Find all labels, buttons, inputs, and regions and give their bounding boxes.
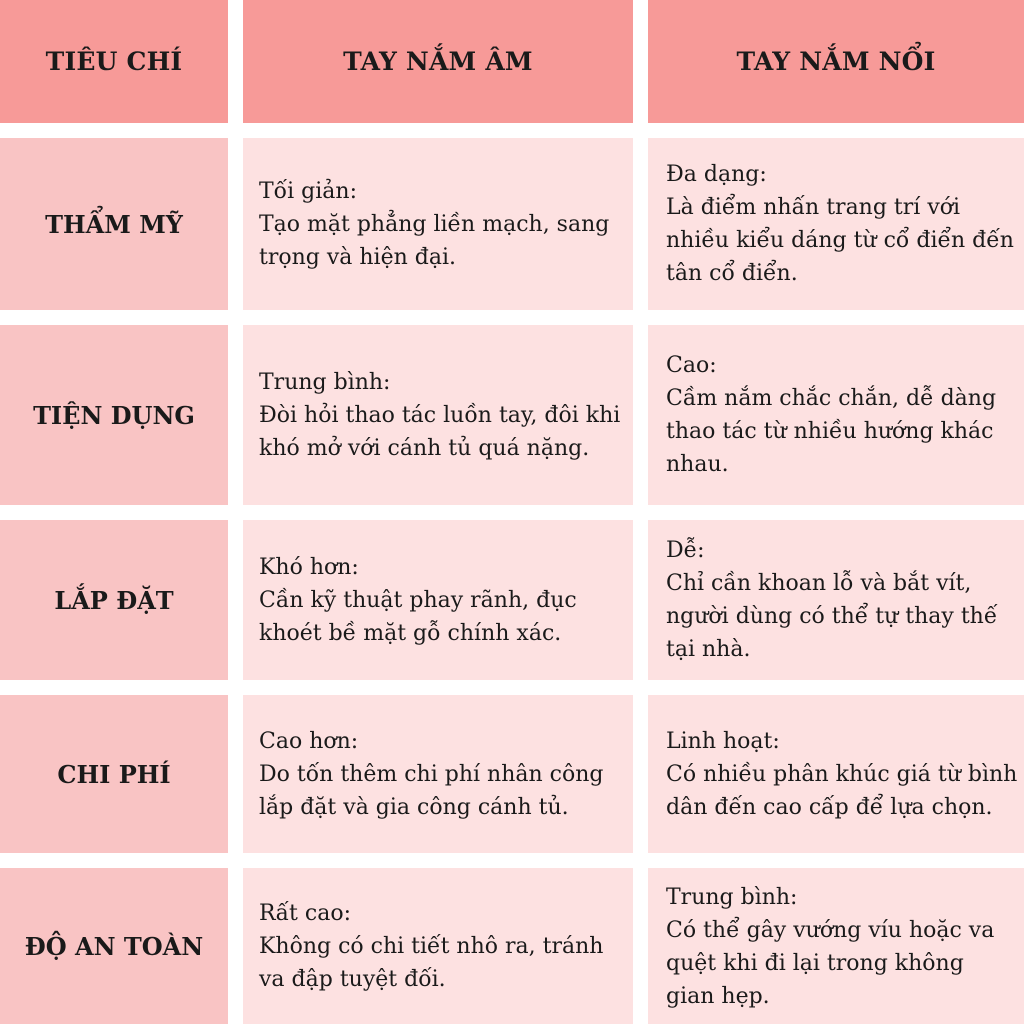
cell-description: Là điểm nhấn trang trí với nhiều kiểu dáng từ cổ điển đến tân cổ điển.: [666, 195, 1014, 286]
cell-description: Không có chi tiết nhô ra, tránh va đập tuyệt đối.: [259, 934, 604, 992]
cell-description: Cầm nắm chắc chắn, dễ dàng thao tác từ nhiều hướng khác nhau.: [666, 386, 997, 477]
cell-label: Trung bình:: [666, 884, 798, 910]
cell-recessed-installation: [243, 520, 633, 680]
cell-recessed-aesthetics: [243, 138, 633, 310]
header-surface-handle: TAY NẮM NỔI: [648, 0, 1024, 123]
criterion-safety: ĐỘ AN TOÀN: [0, 868, 228, 1024]
header-recessed-handle: TAY NẮM ÂM: [243, 0, 633, 123]
cell-label: Khó hơn:: [259, 554, 359, 580]
cell-label: Dễ:: [666, 538, 705, 563]
cell-recessed-usability: [243, 325, 633, 505]
criterion-usability: TIỆN DỤNG: [0, 325, 228, 505]
criterion-aesthetics: THẨM MỸ: [0, 138, 228, 310]
cell-description: Chỉ cần khoan lỗ và bắt vít, người dùng có thể tự thay thế tại nhà.: [666, 571, 998, 662]
cell-label: Tối giản:: [259, 178, 357, 204]
cell-recessed-safety: [243, 868, 633, 1024]
cell-surface-aesthetics: [648, 138, 1024, 310]
cell-description: Do tốn thêm chi phí nhân công lắp đặt và gia công cánh tủ.: [259, 761, 604, 820]
cell-description: Đòi hỏi thao tác luồn tay, đôi khi khó mở với cánh tủ quá nặng.: [259, 402, 621, 461]
cell-surface-installation: [648, 520, 1024, 680]
criterion-cost: CHI PHÍ: [0, 695, 228, 853]
cell-label: Cao hơn:: [259, 728, 359, 754]
cell-description: Cần kỹ thuật phay rãnh, đục khoét bề mặt gỗ chính xác.: [259, 587, 577, 646]
cell-recessed-cost: [243, 695, 633, 853]
cell-label: Đa dạng:: [666, 162, 767, 187]
cell-surface-cost: [648, 695, 1024, 853]
criterion-installation: LẮP ĐẶT: [0, 520, 228, 680]
cell-surface-safety: [648, 868, 1024, 1024]
cell-label: Linh hoạt:: [666, 728, 780, 754]
cell-description: Tạo mặt phẳng liền mạch, sang trọng và hiện đại.: [259, 211, 610, 270]
cell-description: Có thể gây vướng víu hoặc va quệt khi đi lại trong không gian hẹp.: [666, 917, 995, 1009]
cell-label: Rất cao:: [259, 901, 351, 926]
cell-description: Có nhiều phân khúc giá từ bình dân đến cao cấp để lựa chọn.: [666, 761, 1018, 820]
header-criteria: TIÊU CHÍ: [0, 0, 228, 123]
cell-surface-usability: [648, 325, 1024, 505]
cell-label: Trung bình:: [259, 369, 391, 395]
cell-label: Cao:: [666, 353, 717, 378]
